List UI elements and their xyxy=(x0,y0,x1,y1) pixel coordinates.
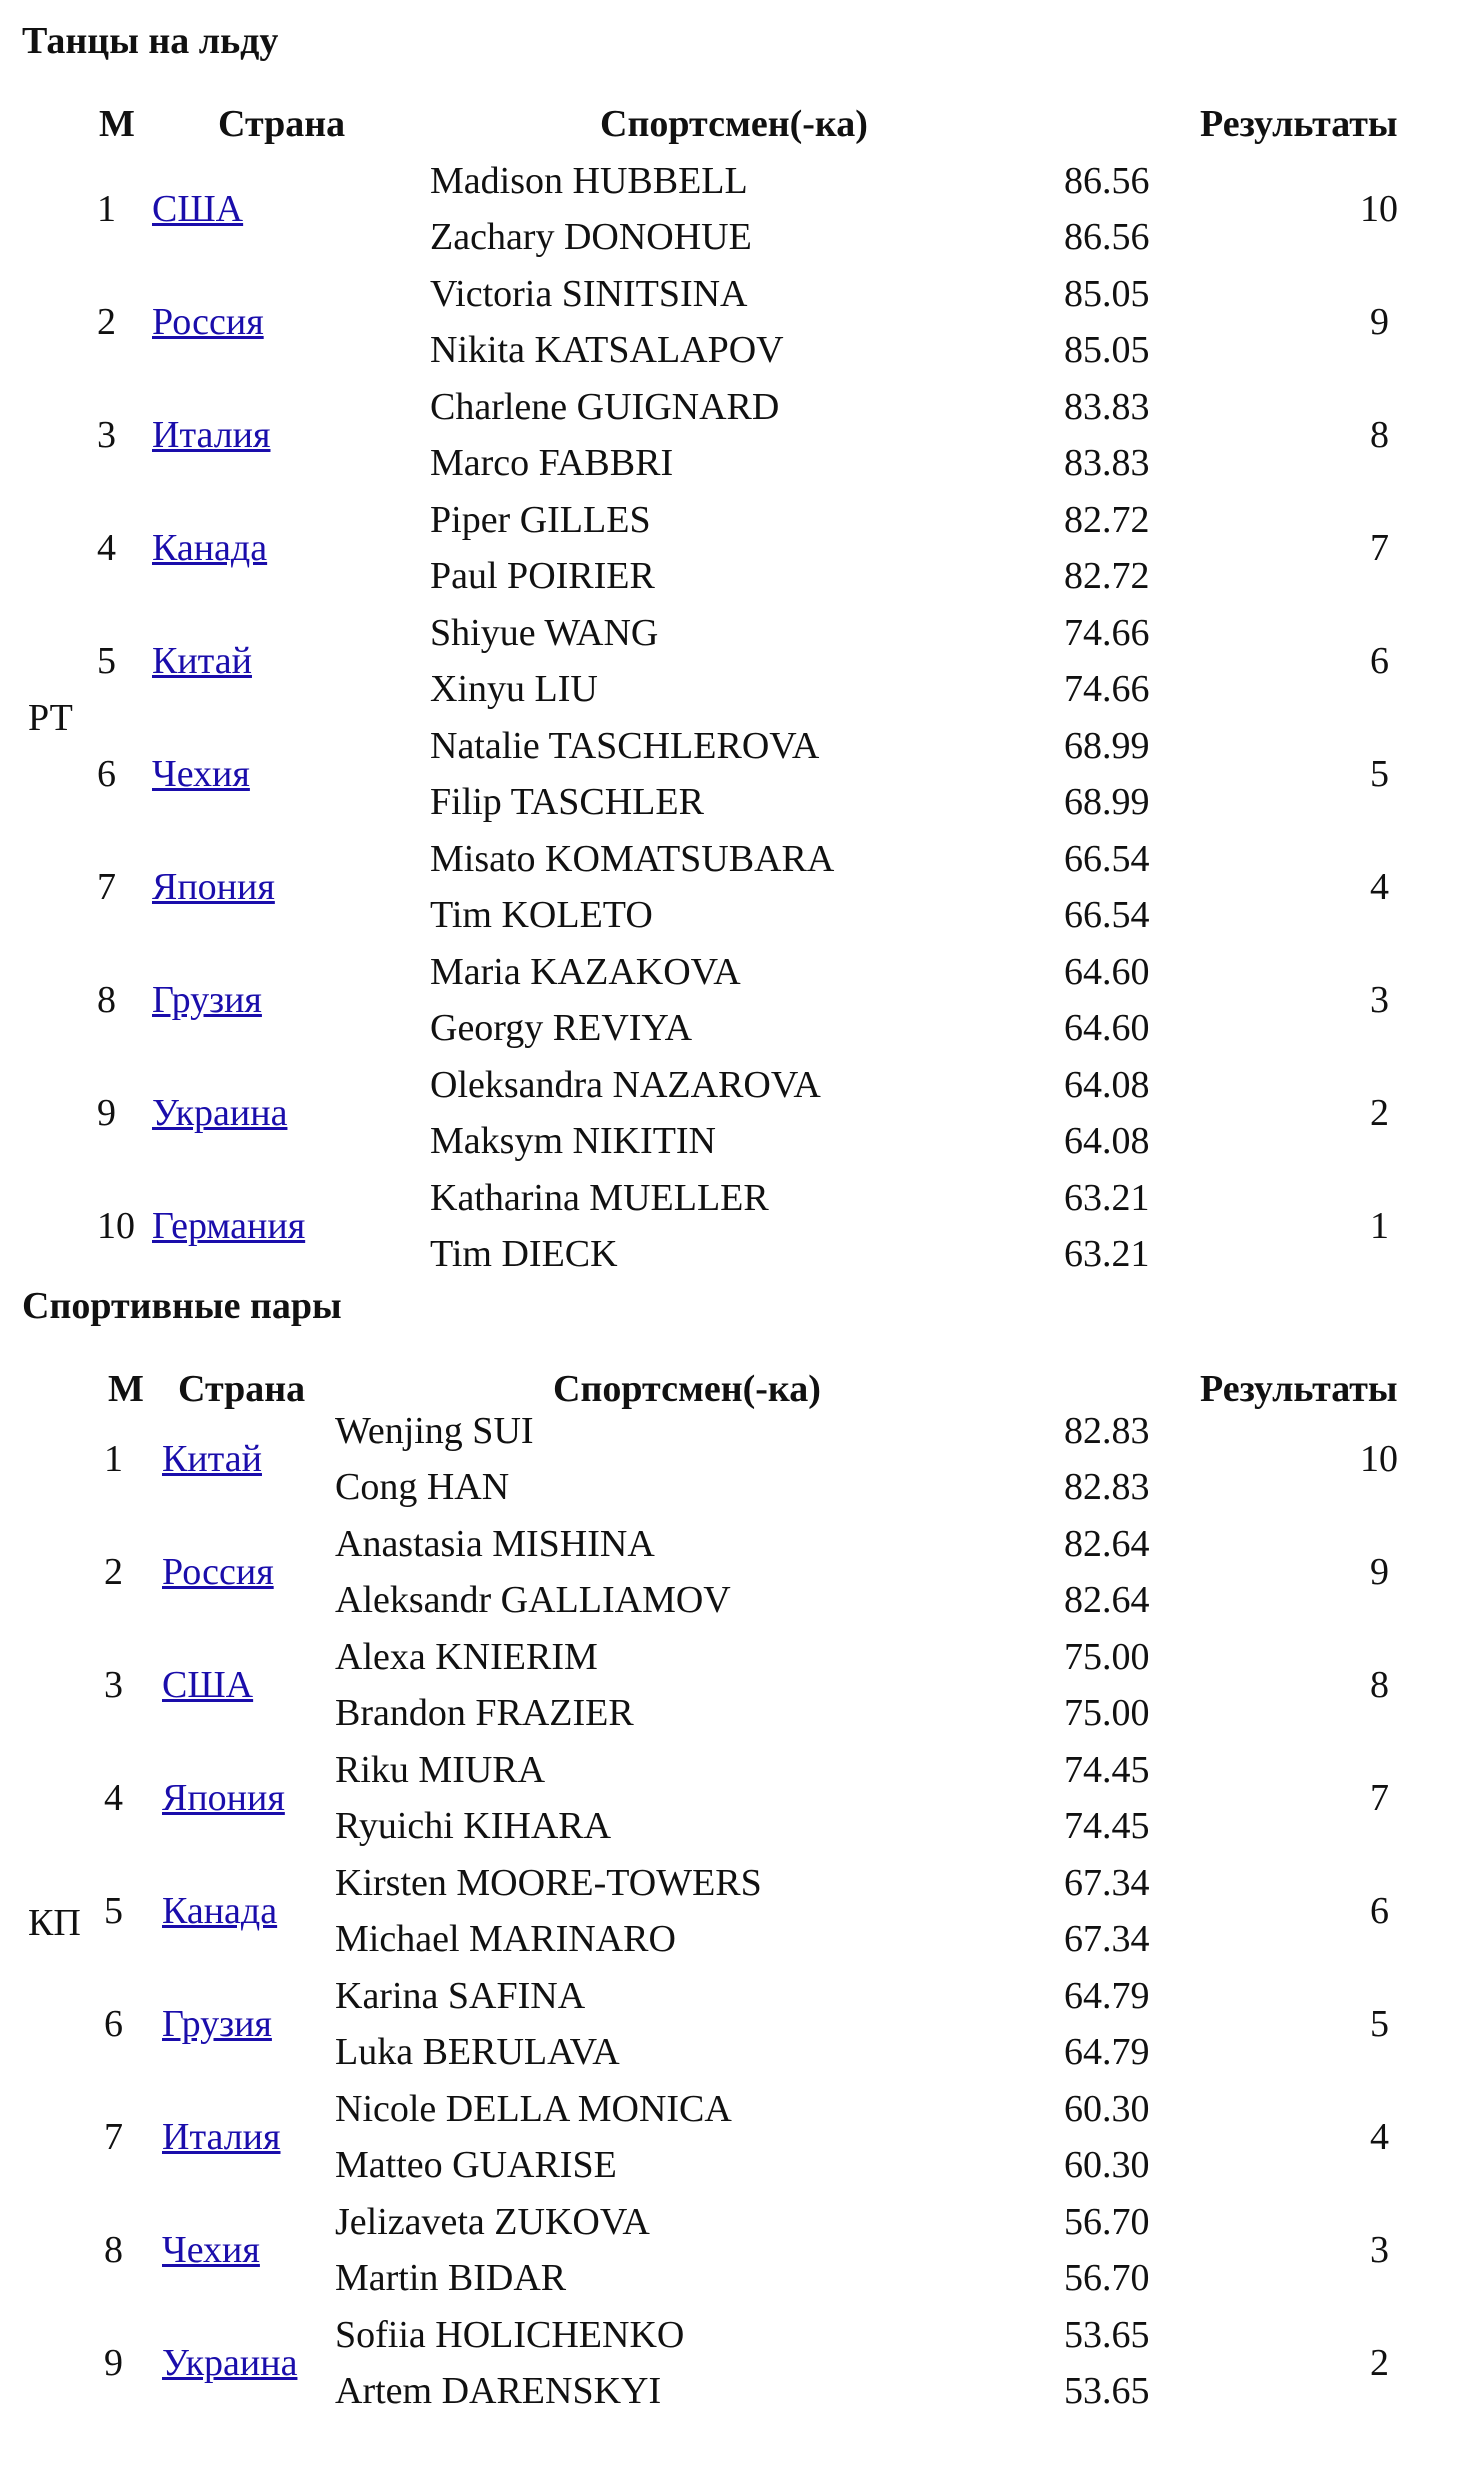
place-number: 5 xyxy=(97,640,116,682)
country-cell xyxy=(152,186,243,232)
result-points: 8 xyxy=(1370,414,1389,456)
country-cell xyxy=(162,2001,272,2047)
athlete-score: 82.72 xyxy=(1064,499,1150,541)
place-number: 1 xyxy=(97,188,116,230)
athlete-score: 85.05 xyxy=(1064,273,1150,315)
athlete-score: 67.34 xyxy=(1064,1862,1150,1904)
header-results: Результаты xyxy=(1200,1368,1398,1410)
place-number: 6 xyxy=(97,753,116,795)
result-points: 2 xyxy=(1370,1092,1389,1134)
athlete-score: 75.00 xyxy=(1064,1636,1150,1678)
athlete-name: Victoria SINITSINA xyxy=(430,273,748,315)
result-points: 6 xyxy=(1370,1890,1389,1932)
athlete-name: Martin BIDAR xyxy=(335,2257,567,2299)
place-number: 4 xyxy=(97,527,116,569)
place-number: 7 xyxy=(97,866,116,908)
athlete-name: Oleksandra NAZAROVA xyxy=(430,1064,821,1106)
section-pairs xyxy=(0,1265,1460,2469)
athlete-score: 64.08 xyxy=(1064,1120,1150,1162)
athlete-score: 83.83 xyxy=(1064,442,1150,484)
country-cell xyxy=(152,1203,305,1249)
athlete-name: Zachary DONOHUE xyxy=(430,216,752,258)
athlete-score: 86.56 xyxy=(1064,216,1150,258)
athlete-name: Charlene GUIGNARD xyxy=(430,386,780,428)
country-link[interactable]: Грузия xyxy=(152,979,262,1021)
result-points: 3 xyxy=(1370,2229,1389,2271)
country-link[interactable]: Россия xyxy=(162,1551,274,1593)
place-number: 3 xyxy=(104,1664,123,1706)
athlete-score: 63.21 xyxy=(1064,1177,1150,1219)
athlete-name: Paul POIRIER xyxy=(430,555,655,597)
header-place: М xyxy=(108,1368,144,1410)
result-points: 9 xyxy=(1370,1551,1389,1593)
athlete-name: Brandon FRAZIER xyxy=(335,1692,634,1734)
place-number: 9 xyxy=(104,2342,123,2384)
country-link[interactable]: Чехия xyxy=(152,753,250,795)
country-cell xyxy=(152,977,262,1023)
country-cell xyxy=(162,2340,297,2386)
country-link[interactable]: США xyxy=(152,188,244,230)
athlete-score: 82.83 xyxy=(1064,1410,1150,1452)
athlete-name: Sofiia HOLICHENKO xyxy=(335,2314,685,2356)
country-cell xyxy=(162,1888,277,1934)
athlete-score: 56.70 xyxy=(1064,2201,1150,2243)
place-number: 8 xyxy=(97,979,116,1021)
country-link[interactable]: Китай xyxy=(152,640,252,682)
result-points: 10 xyxy=(1360,1438,1398,1480)
athlete-score: 68.99 xyxy=(1064,725,1150,767)
place-number: 3 xyxy=(97,414,116,456)
header-place: М xyxy=(99,103,135,145)
place-number: 5 xyxy=(104,1890,123,1932)
country-cell xyxy=(152,299,264,345)
place-number: 7 xyxy=(104,2116,123,2158)
country-cell xyxy=(162,1775,285,1821)
athlete-name: Katharina MUELLER xyxy=(430,1177,769,1219)
result-points: 5 xyxy=(1370,2003,1389,2045)
country-link[interactable]: Япония xyxy=(152,866,275,908)
result-points: 10 xyxy=(1360,188,1398,230)
result-points: 7 xyxy=(1370,527,1389,569)
country-link[interactable]: Грузия xyxy=(162,2003,272,2045)
country-link[interactable]: Украина xyxy=(162,2342,298,2384)
country-cell xyxy=(162,1549,274,1595)
result-points: 9 xyxy=(1370,301,1389,343)
athlete-score: 60.30 xyxy=(1064,2144,1150,2186)
result-points: 5 xyxy=(1370,753,1389,795)
section-title: Танцы на льду xyxy=(22,20,279,62)
country-link[interactable]: Италия xyxy=(162,2116,281,2158)
header-athletes: Спортсмен(-ка) xyxy=(553,1368,821,1410)
athlete-name: Misato KOMATSUBARA xyxy=(430,838,835,880)
athlete-name: Kirsten MOORE-TOWERS xyxy=(335,1862,762,1904)
segment-label: РТ xyxy=(28,697,73,739)
result-points: 1 xyxy=(1370,1205,1389,1247)
country-link[interactable]: Россия xyxy=(152,301,264,343)
result-points: 8 xyxy=(1370,1664,1389,1706)
athlete-name: Karina SAFINA xyxy=(335,1975,586,2017)
country-cell xyxy=(162,2227,260,2273)
country-cell xyxy=(152,638,252,684)
country-cell xyxy=(152,864,275,910)
country-link[interactable]: Канада xyxy=(152,527,268,569)
country-cell xyxy=(152,1090,287,1136)
header-athletes: Спортсмен(-ка) xyxy=(600,103,868,145)
country-cell xyxy=(152,751,250,797)
result-points: 2 xyxy=(1370,2342,1389,2384)
athlete-name: Marco FABBRI xyxy=(430,442,674,484)
athlete-name: Artem DARENSKYI xyxy=(335,2370,662,2412)
athlete-score: 56.70 xyxy=(1064,2257,1150,2299)
athlete-name: Nikita KATSALAPOV xyxy=(430,329,784,371)
athlete-name: Shiyue WANG xyxy=(430,612,659,654)
country-cell xyxy=(162,2114,281,2160)
place-number: 2 xyxy=(97,301,116,343)
athlete-score: 66.54 xyxy=(1064,838,1150,880)
athlete-name: Matteo GUARISE xyxy=(335,2144,617,2186)
place-number: 8 xyxy=(104,2229,123,2271)
athlete-name: Jelizaveta ZUKOVA xyxy=(335,2201,650,2243)
athlete-score: 68.99 xyxy=(1064,781,1150,823)
athlete-name: Maria KAZAKOVA xyxy=(430,951,741,993)
athlete-name: Alexa KNIERIM xyxy=(335,1636,598,1678)
athlete-score: 74.66 xyxy=(1064,668,1150,710)
place-number: 6 xyxy=(104,2003,123,2045)
athlete-score: 82.72 xyxy=(1064,555,1150,597)
country-link[interactable]: Италия xyxy=(152,414,271,456)
athlete-name: Filip TASCHLER xyxy=(430,781,704,823)
country-link[interactable]: Япония xyxy=(162,1777,285,1819)
segment-label: КП xyxy=(28,1902,81,1944)
country-link[interactable]: Германия xyxy=(152,1205,306,1247)
athlete-score: 64.60 xyxy=(1064,1007,1150,1049)
athlete-score: 66.54 xyxy=(1064,894,1150,936)
place-number: 1 xyxy=(104,1438,123,1480)
athlete-score: 53.65 xyxy=(1064,2370,1150,2412)
place-number: 10 xyxy=(97,1205,135,1247)
country-cell xyxy=(162,1662,253,1708)
athlete-name: Madison HUBBELL xyxy=(430,160,748,202)
header-results: Результаты xyxy=(1200,103,1398,145)
result-points: 7 xyxy=(1370,1777,1389,1819)
athlete-name: Tim DIECK xyxy=(430,1233,618,1275)
country-cell xyxy=(152,412,271,458)
athlete-name: Ryuichi KIHARA xyxy=(335,1805,612,1847)
country-link[interactable]: Чехия xyxy=(162,2229,260,2271)
result-points: 6 xyxy=(1370,640,1389,682)
country-link[interactable]: Канада xyxy=(162,1890,278,1932)
athlete-name: Riku MIURA xyxy=(335,1749,546,1791)
header-country: Страна xyxy=(178,1368,306,1410)
athlete-name: Wenjing SUI xyxy=(335,1410,534,1452)
header-country: Страна xyxy=(218,103,346,145)
athlete-score: 53.65 xyxy=(1064,2314,1150,2356)
athlete-score: 86.56 xyxy=(1064,160,1150,202)
place-number: 2 xyxy=(104,1551,123,1593)
result-points: 4 xyxy=(1370,866,1389,908)
athlete-name: Aleksandr GALLIAMOV xyxy=(335,1579,731,1621)
athlete-score: 74.45 xyxy=(1064,1805,1150,1847)
athlete-name: Nicole DELLA MONICA xyxy=(335,2088,732,2130)
athlete-score: 67.34 xyxy=(1064,1918,1150,1960)
athlete-name: Anastasia MISHINA xyxy=(335,1523,655,1565)
athlete-score: 82.83 xyxy=(1064,1466,1150,1508)
result-points: 4 xyxy=(1370,2116,1389,2158)
athlete-name: Tim KOLETO xyxy=(430,894,653,936)
section-title: Спортивные пары xyxy=(22,1285,342,1327)
result-points: 3 xyxy=(1370,979,1389,1021)
country-link[interactable]: Китай xyxy=(162,1438,262,1480)
athlete-name: Cong HAN xyxy=(335,1466,510,1508)
athlete-score: 74.45 xyxy=(1064,1749,1150,1791)
athlete-name: Natalie TASCHLEROVA xyxy=(430,725,820,767)
athlete-name: Piper GILLES xyxy=(430,499,651,541)
place-number: 4 xyxy=(104,1777,123,1819)
athlete-score: 64.79 xyxy=(1064,2031,1150,2073)
athlete-score: 85.05 xyxy=(1064,329,1150,371)
place-number: 9 xyxy=(97,1092,116,1134)
athlete-score: 82.64 xyxy=(1064,1579,1150,1621)
athlete-score: 82.64 xyxy=(1064,1523,1150,1565)
athlete-name: Michael MARINARO xyxy=(335,1918,676,1960)
country-link[interactable]: Украина xyxy=(152,1092,288,1134)
country-cell xyxy=(162,1436,262,1482)
athlete-score: 64.08 xyxy=(1064,1064,1150,1106)
athlete-score: 60.30 xyxy=(1064,2088,1150,2130)
country-link[interactable]: США xyxy=(162,1664,254,1706)
athlete-name: Maksym NIKITIN xyxy=(430,1120,717,1162)
athlete-score: 74.66 xyxy=(1064,612,1150,654)
athlete-score: 75.00 xyxy=(1064,1692,1150,1734)
athlete-name: Xinyu LIU xyxy=(430,668,598,710)
athlete-score: 83.83 xyxy=(1064,386,1150,428)
athlete-score: 64.79 xyxy=(1064,1975,1150,2017)
athlete-score: 63.21 xyxy=(1064,1233,1150,1275)
athlete-score: 64.60 xyxy=(1064,951,1150,993)
athlete-name: Luka BERULAVA xyxy=(335,2031,620,2073)
athlete-name: Georgy REVIYA xyxy=(430,1007,693,1049)
country-cell xyxy=(152,525,267,571)
